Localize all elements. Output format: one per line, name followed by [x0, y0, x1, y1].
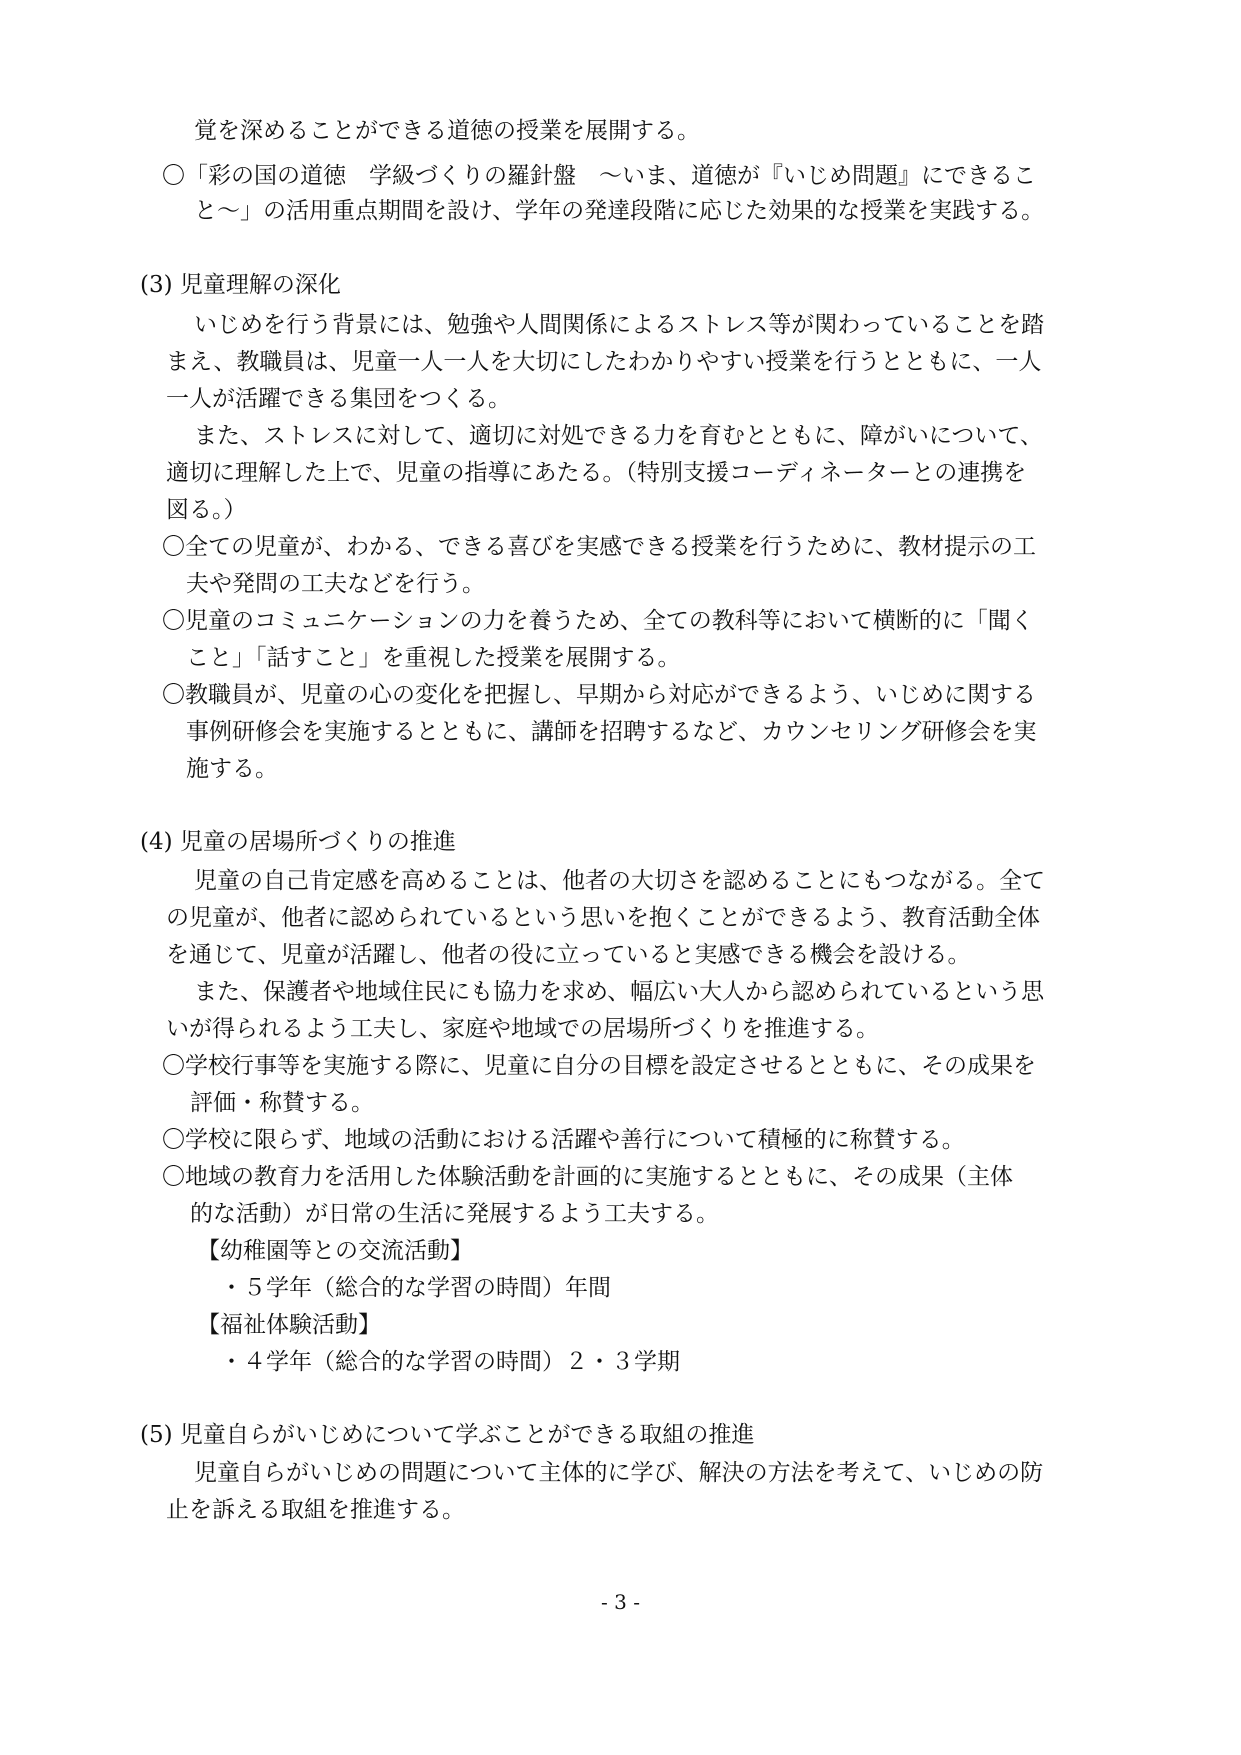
paragraph-line: の児童が、他者に認められているという思いを抱くことができるよう、教育活動全体: [166, 905, 1040, 931]
paragraph-line: 止を訴える取組を推進する。: [166, 1497, 465, 1523]
paragraph-line: 図る。）: [166, 497, 247, 523]
list-item-continuation: 的な活動）が日常の生活に発展するよう工夫する。: [190, 1201, 719, 1227]
paragraph-line: 児童自らがいじめの問題について主体的に学び、解決の方法を考えて、いじめの防: [194, 1460, 1044, 1486]
list-item-continuation: 事例研修会を実施するとともに、講師を招聘するなど、カウンセリング研修会を実: [186, 719, 1037, 745]
section-heading-4: (4) 児童の居場所づくりの推進: [140, 829, 456, 855]
sub-list-item: ・４学年（総合的な学習の時間）２・３学期: [220, 1349, 680, 1375]
list-item-continuation: 評価・称賛する。: [190, 1090, 374, 1116]
list-item-bullet: 〇学校に限らず、地域の活動における活躍や善行について積極的に称賛する。: [162, 1127, 965, 1153]
list-item-continuation: こと」「話すこと」を重視した授業を展開する。: [186, 645, 681, 671]
paragraph-line: また、保護者や地域住民にも協力を求め、幅広い大人から認められているという思: [194, 979, 1045, 1005]
sub-list-item: ・５学年（総合的な学習の時間）年間: [220, 1275, 611, 1301]
paragraph-line: を通じて、児童が活躍し、他者の役に立っていると実感できる機会を設ける。: [166, 942, 971, 968]
list-item-continuation: 施する。: [186, 756, 278, 782]
list-item-bullet: 〇全ての児童が、わかる、できる喜びを実感できる授業を行うために、教材提示の工: [162, 534, 1036, 560]
sub-heading: 【幼稚園等との交流活動】: [197, 1238, 473, 1264]
sub-heading: 【福祉体験活動】: [197, 1312, 381, 1338]
page-number: - 3 -: [601, 1590, 640, 1614]
paragraph-line: いが得られるよう工夫し、家庭や地域での居場所づくりを推進する。: [166, 1016, 879, 1042]
list-item-bullet: 〇学校行事等を実施する際に、児童に自分の目標を設定させるとともに、その成果を: [162, 1053, 1036, 1079]
list-item-bullet: 〇児童のコミュニケーションの力を養うため、全ての教科等において横断的に「聞く: [162, 608, 1034, 634]
text-line: 覚を深めることができる道徳の授業を展開する。: [194, 118, 700, 144]
paragraph-line: 一人が活躍できる集団をつくる。: [166, 386, 511, 412]
paragraph-line: また、ストレスに対して、適切に対処できる力を育むとともに、障がいについて、: [194, 423, 1043, 449]
paragraph-line: 適切に理解した上で、児童の指導にあたる。（特別支援コーディネーターとの連携を: [166, 460, 1027, 486]
list-item-bullet: 〇教職員が、児童の心の変化を把握し、早期から対応ができるよう、いじめに関する: [162, 682, 1036, 708]
text-line: と～」の活用重点期間を設け、学年の発達段階に応じた効果的な授業を実践する。: [194, 198, 1045, 224]
section-heading-5: (5) 児童自らがいじめについて学ぶことができる取組の推進: [140, 1422, 755, 1448]
paragraph-line: いじめを行う背景には、勉強や人間関係によるストレス等が関わっていることを踏: [194, 312, 1045, 338]
paragraph-line: 児童の自己肯定感を高めることは、他者の大切さを認めることにもつながる。全て: [194, 868, 1045, 894]
list-item-bullet: 〇地域の教育力を活用した体験活動を計画的に実施するとともに、その成果（主体: [162, 1164, 1013, 1190]
section-heading-3: (3) 児童理解の深化: [140, 272, 341, 298]
list-item-bullet: 〇「彩の国の道徳 学級づくりの羅針盤 ～いま、道徳が『いじめ問題』にできるこ: [162, 163, 1036, 189]
list-item-continuation: 夫や発問の工夫などを行う。: [186, 571, 485, 597]
paragraph-line: まえ、教職員は、児童一人一人を大切にしたわかりやすい授業を行うとともに、一人: [166, 349, 1042, 375]
